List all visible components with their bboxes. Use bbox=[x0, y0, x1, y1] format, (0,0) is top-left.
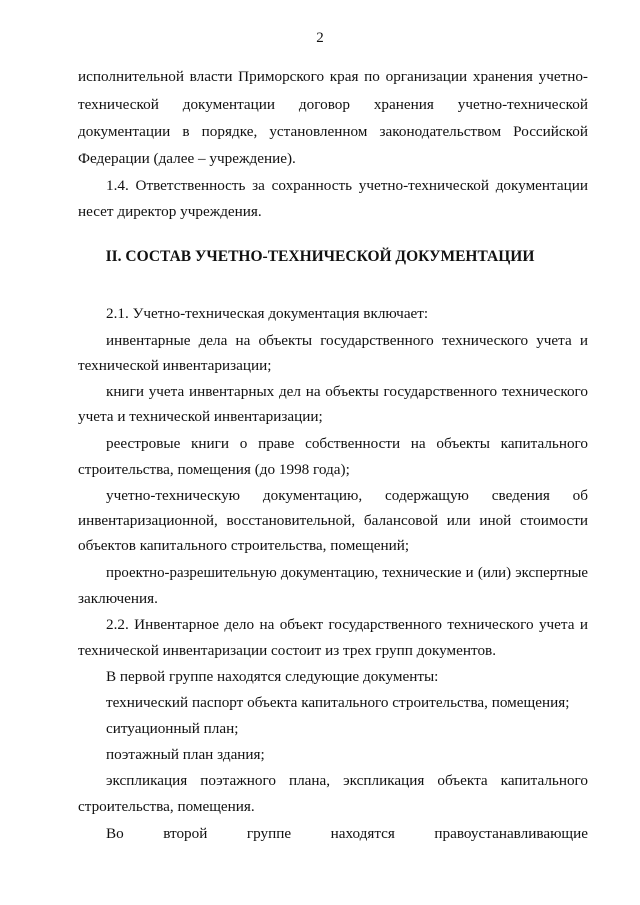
document-body bbox=[78, 0, 588, 905]
paragraph-line: объектов капитального строительства, помещений; bbox=[78, 537, 410, 554]
paragraph-line: 2.1. Учетно-техническая документация включает: bbox=[106, 305, 429, 322]
paragraph-line: реестровые книги о праве собственности на объекты капитального bbox=[106, 435, 588, 452]
paragraph-line: В первой группе находятся следующие документы: bbox=[106, 668, 439, 685]
paragraph-line: заключения. bbox=[78, 590, 158, 607]
paragraph-line: книги учета инвентарных дел на объекты государственного технического bbox=[106, 383, 588, 400]
paragraph-line: технической инвентаризации; bbox=[78, 357, 272, 374]
paragraph-line: учета и технической инвентаризации; bbox=[78, 408, 323, 425]
paragraph-line: ситуационный план; bbox=[106, 720, 239, 737]
paragraph-line: инвентарные дела на объекты государственного технического учета и bbox=[106, 332, 588, 349]
paragraph-line: инвентаризационной, восстановительной, балансовой или иной стоимости bbox=[78, 512, 588, 529]
paragraph-line: Во второй группе находятся правоустанавливающие bbox=[106, 825, 588, 842]
paragraph-line: строительства, помещения. bbox=[78, 798, 255, 815]
paragraph-line: Федерации (далее – учреждение). bbox=[78, 150, 296, 167]
page-number: 2 bbox=[316, 30, 324, 46]
paragraph-line: технической документации договор хранения учетно-технической bbox=[78, 96, 588, 113]
paragraph-line: поэтажный план здания; bbox=[106, 746, 265, 763]
paragraph-line: 1.4. Ответственность за сохранность учетно-технической документации bbox=[106, 177, 588, 194]
paragraph-line: 2.2. Инвентарное дело на объект государственного технического учета и bbox=[106, 616, 588, 633]
paragraph-line: исполнительной власти Приморского края по организации хранения учетно- bbox=[78, 68, 588, 85]
paragraph-line: документации в порядке, установленном законодательством Российской bbox=[78, 123, 588, 140]
paragraph-line: несет директор учреждения. bbox=[78, 203, 262, 220]
section-heading: II. СОСТАВ УЧЕТНО-ТЕХНИЧЕСКОЙ ДОКУМЕНТАЦИИ bbox=[105, 248, 535, 265]
paragraph-line: технический паспорт объекта капитального строительства, помещения; bbox=[106, 694, 570, 711]
paragraph-line: учетно-техническую документацию, содержащую сведения об bbox=[106, 487, 588, 504]
paragraph-line: проектно-разрешительную документацию, технические и (или) экспертные bbox=[106, 565, 588, 581]
paragraph-line: экспликация поэтажного плана, экспликация объекта капитального bbox=[106, 772, 588, 789]
paragraph-line: технической инвентаризации состоит из трех групп документов. bbox=[78, 642, 497, 659]
paragraph-line: строительства, помещения (до 1998 года); bbox=[78, 461, 350, 478]
